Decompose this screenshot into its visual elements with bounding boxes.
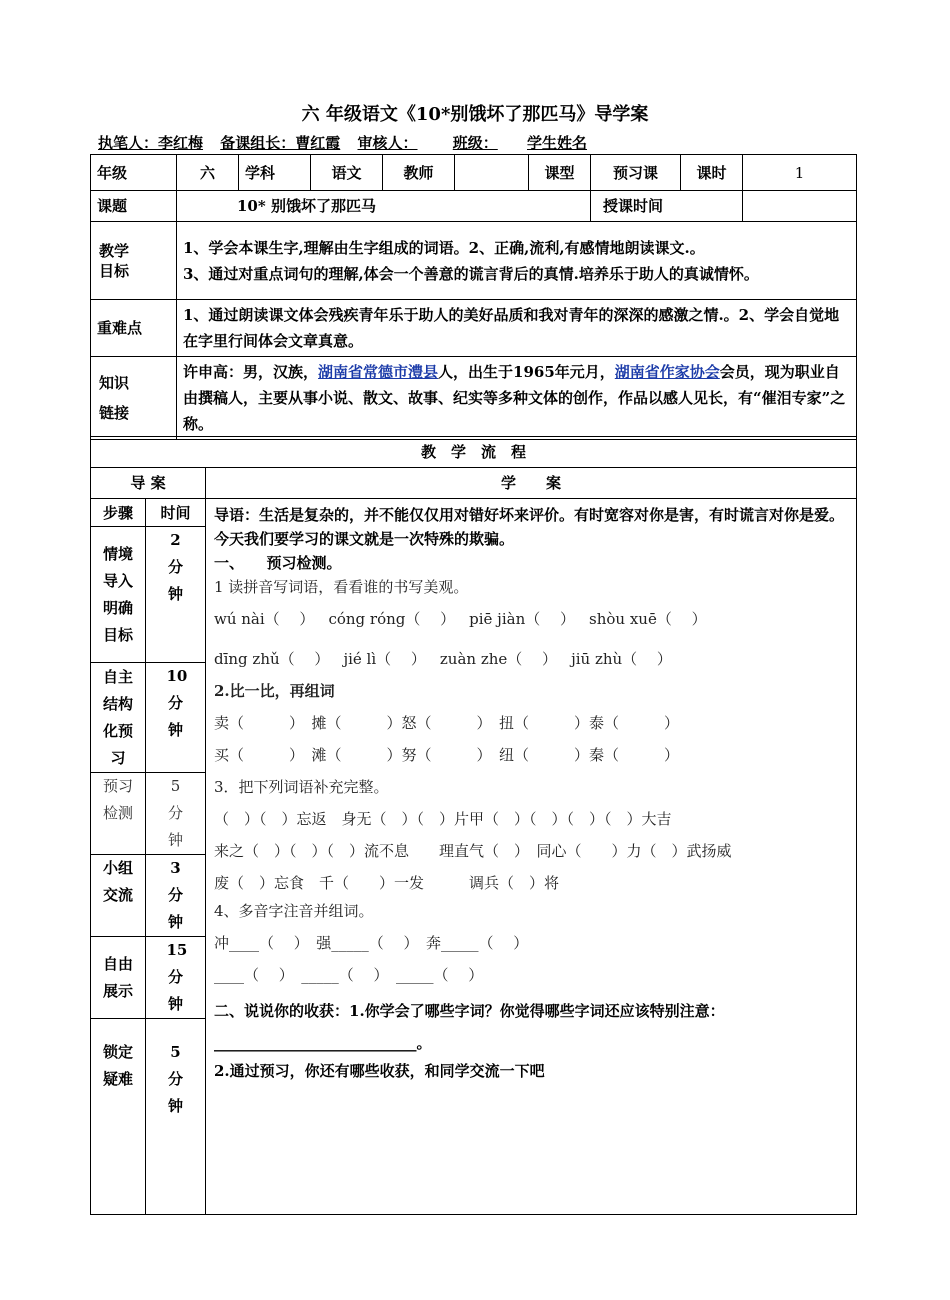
class-time-label: 授课时间	[591, 191, 743, 222]
step-time	[146, 1019, 206, 1215]
pinyin-row-1	[214, 607, 848, 631]
goal-line-1: 1、学会本课生字,理解由生字组成的词语。2、正确,流利,有感情地朗读课文.。	[183, 238, 705, 257]
subject-label: 学科	[239, 155, 311, 191]
polyphone-row-1: 冲____（ ） 强_____（ ） 奔_____（ ）	[214, 934, 529, 952]
question-4: 4、多音字注音并组词。	[214, 902, 374, 920]
key-points-content: 1、通过朗读课文体会残疾青年乐于助人的美好品质和我对青年的深深的感激之情.。2、学会自觉地在字里行间体会文章真意。	[177, 300, 857, 357]
period-label: 课时	[681, 155, 743, 191]
step-time	[146, 663, 206, 773]
pinyin-item: dīng zhǔ（ ）	[214, 650, 330, 668]
step-time-text: 5 分钟	[167, 1043, 183, 1115]
step-name-text: 小组交流	[102, 859, 133, 904]
topic-label: 课题	[91, 191, 177, 222]
knowledge-content	[177, 357, 857, 440]
goals-content	[177, 222, 857, 300]
step-name-text: 自主结构化预习	[102, 667, 133, 767]
flow-table	[90, 436, 857, 1215]
reviewer: 审核人：	[357, 134, 418, 152]
pinyin-item: piē jiàn（ ）	[469, 610, 576, 628]
pinyin-item: wú nài（ ）	[214, 610, 315, 628]
step-time	[146, 527, 206, 663]
knowledge-text-2: 人，出生于1965年元月，	[438, 363, 615, 381]
compare-row-1: 卖（ ） 摊（ ）怒（ ） 扭（ ）泰（ ）	[214, 714, 680, 732]
step-time-text: 5 分钟	[167, 777, 183, 849]
knowledge-text-3: 会员，现为职业自由撰稿人，主要从事小说、散文、故事、纪实等多种文体的创作，作品以感人见长，有“催泪专家”之称。	[183, 363, 846, 433]
study-plan	[206, 499, 857, 1215]
knowledge-label	[91, 357, 177, 440]
guide-header: 导 案	[91, 468, 206, 499]
goals-label	[91, 222, 177, 300]
class-time-value	[743, 191, 857, 222]
topic-value: 10* 别饿坏了那匹马	[177, 191, 591, 222]
step-name	[91, 1019, 146, 1215]
step-time-text: 2 分钟	[167, 531, 183, 603]
pinyin-item: shòu xuē（ ）	[589, 610, 707, 628]
group-leader: 备课组长：曹红霞	[220, 134, 341, 152]
fill-row-1: （ ）（ ）忘返 身无（ ）（ ）片甲（ ）（ ）（ ）（ ）大吉	[214, 810, 672, 828]
step-name	[91, 527, 146, 663]
goal-line-2: 3、通过对重点词句的理解,体会一个善意的谎言背后的真情.培养乐于助人的真诚情怀。	[183, 264, 759, 283]
question-2	[214, 679, 848, 703]
knowledge-label-text: 知识链接	[99, 374, 130, 422]
page-title: 六 年级语文《10*别饿坏了那匹马》导学案	[301, 104, 649, 125]
byline	[98, 132, 587, 153]
compare-row-2: 买（ ） 滩（ ）努（ ） 纽（ ）秦（ ）	[214, 746, 680, 764]
grade-value: 六	[177, 155, 239, 191]
pinyin-row-2	[214, 647, 848, 671]
goals-label-text: 教学目标	[99, 241, 130, 280]
intro-text: 导语：生活是复杂的，并不能仅仅用对错好坏来评价。有时宽容对你是害，有时谎言对你是爱。今天我们要学习的课文就是一次特殊的欺骗。	[214, 506, 845, 548]
question-2-text: 2.比一比，再组词	[214, 682, 335, 700]
student-name-field: 学生姓名	[527, 134, 588, 152]
step-name-text: 锁定疑难	[102, 1043, 133, 1088]
study-header: 学 案	[206, 468, 857, 499]
pinyin-item: cóng róng（ ）	[328, 610, 456, 628]
step-column-header: 步骤	[91, 499, 146, 527]
step-time-text: 3 分钟	[167, 859, 183, 931]
step-name-text: 自由展示	[102, 954, 133, 1000]
grade-label: 年级	[91, 155, 177, 191]
polyphone-row-2: ____（ ） _____（ ） _____（ ）	[214, 966, 484, 984]
step-name-text: 情境导入明确目标	[102, 544, 133, 644]
link-lixian[interactable]: 湖南省常德市澧县	[318, 363, 439, 381]
pinyin-item: jié lì（ ）	[343, 650, 426, 668]
step-time-text: 15 分钟	[166, 941, 188, 1013]
step-name	[91, 855, 146, 937]
lesson-type-value: 预习课	[591, 155, 681, 191]
step-time	[146, 937, 206, 1019]
class-field: 班级：	[452, 134, 498, 152]
pinyin-item: zuàn zhe（ ）	[439, 650, 558, 668]
flow-header: 教 学 流 程	[91, 437, 857, 468]
question-5: 2.通过预习，你还有哪些收获，和同学交流一下吧	[214, 1062, 545, 1080]
question-1: 1 读拼音写词语，看看谁的书写美观。	[214, 578, 469, 596]
step-time	[146, 773, 206, 855]
step-time-text: 10 分钟	[166, 667, 188, 739]
pinyin-item: jiū zhù（ ）	[571, 650, 672, 668]
fill-row-2: 来之（ ）（ ）（ ）流不息 理直气（ ） 同心（ ）力（ ）武扬威	[214, 842, 732, 860]
link-writers-association[interactable]: 湖南省作家协会	[614, 363, 720, 381]
subject-value: 语文	[311, 155, 383, 191]
key-points-label: 重难点	[91, 300, 177, 357]
lesson-type-label: 课型	[529, 155, 591, 191]
author: 执笔人：李红梅	[98, 134, 204, 152]
step-name	[91, 663, 146, 773]
section-preview-check: 一、 预习检测。	[214, 554, 342, 572]
question-3: 3．把下列词语补充完整。	[214, 778, 389, 796]
step-name	[91, 773, 146, 855]
section-harvest: 二、说说你的收获：1.你学会了哪些字词？你觉得哪些字词还应该特别注意：___________________________。	[214, 1002, 725, 1052]
step-name-text: 预习检测	[102, 777, 133, 822]
step-name	[91, 937, 146, 1019]
teacher-label: 教师	[383, 155, 455, 191]
time-column-header: 时间	[146, 499, 206, 527]
knowledge-text-1: 许申高：男，汉族，	[183, 363, 319, 381]
teacher-value	[455, 155, 529, 191]
info-table	[90, 154, 857, 440]
fill-row-3: 废（ ）忘食 千（ ）一发 调兵（ ）将	[214, 874, 560, 892]
step-time	[146, 855, 206, 937]
period-value: 1	[743, 155, 857, 191]
